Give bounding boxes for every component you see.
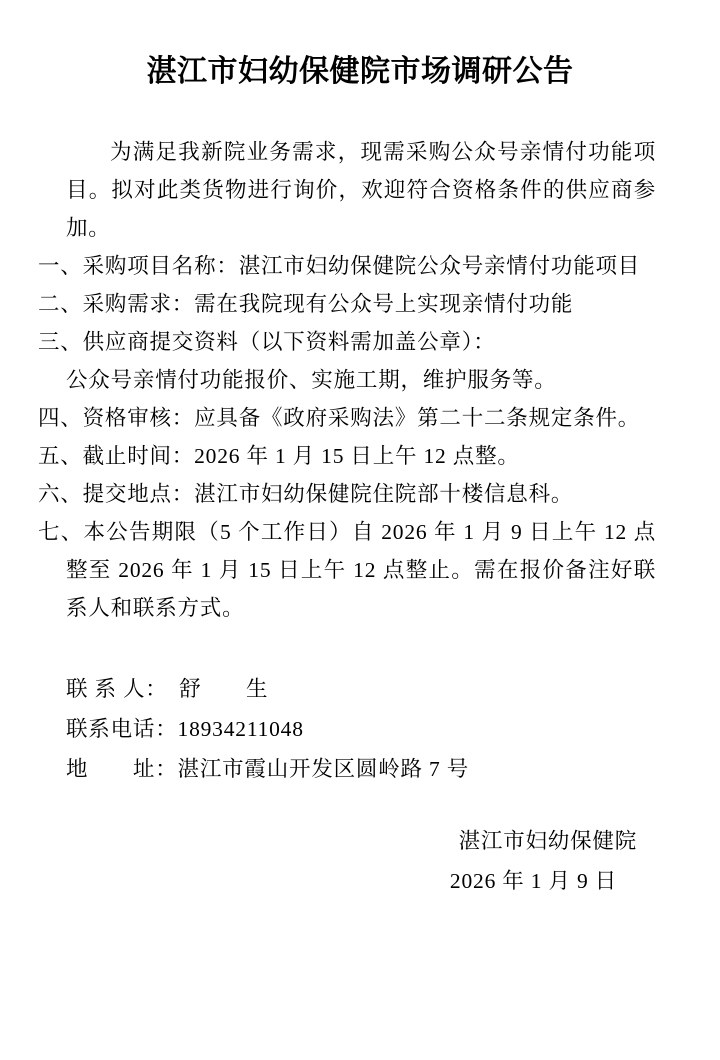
list-item (38, 399, 682, 437)
contact-section (66, 669, 656, 789)
contact-address-row (66, 749, 656, 789)
contact-person-label: 联 系 人： (66, 677, 157, 701)
intro-paragraph: 为满足我新院业务需求，现需采购公众号亲情付功能项目。拟对此类货物进行询价，欢迎符合资格条件的供应商参加。 (66, 140, 656, 240)
list-item (38, 513, 656, 627)
contact-phone-row (66, 709, 656, 749)
contact-person-row (66, 669, 656, 709)
item-number: 五、 (38, 444, 83, 468)
item-text: 提交地点：湛江市妇幼保健院住院部十楼信息科。 (82, 482, 574, 506)
contact-phone-label: 联系电话： (66, 717, 178, 741)
issue-date: 2026 年 1 月 9 日 (449, 869, 617, 893)
document-title: 湛江市妇幼保健院市场调研公告 (146, 55, 574, 88)
signature-section (66, 821, 656, 901)
item-number: 六、 (38, 482, 83, 506)
list-item (38, 475, 656, 513)
item-text: 供应商提交资料（以下资料需加盖公章）： (82, 330, 496, 354)
item-number: 二、 (38, 292, 83, 316)
item-number: 四、 (38, 406, 83, 430)
issuer-name: 湛江市妇幼保健院 (458, 829, 637, 853)
contact-phone-value: 18934211048 (177, 717, 304, 741)
list-item (38, 247, 656, 285)
item-number: 一、 (38, 254, 83, 278)
document-body (38, 133, 656, 627)
item-text: 采购项目名称：湛江市妇幼保健院公众号亲情付功能项目 (82, 254, 641, 278)
list-item (38, 285, 656, 323)
list-item (38, 323, 656, 361)
list-item (38, 437, 656, 475)
contact-person-value: 舒 生 (156, 677, 269, 701)
contact-address-label: 地 址： (66, 757, 178, 781)
contact-address-value: 湛江市霞山开发区圆岭路 7 号 (177, 757, 470, 781)
item-text: 本公告期限（5 个工作日）自 2026 年 1 月 9 日上午 12 点整至 2026 年 1 月 15 日上午 12 点整止。需在报价备注好联系人和联系方式。 (66, 520, 656, 620)
item-number: 三、 (38, 330, 83, 354)
item-number: 七、 (38, 520, 84, 544)
item-text: 截止时间：2026 年 1 月 15 日上午 12 点整。 (82, 444, 520, 468)
item-text: 采购需求：需在我院现有公众号上实现亲情付功能 (82, 292, 574, 316)
item-text: 资格审核：应具备《政府采购法》第二十二条规定条件。 (82, 406, 641, 430)
item-sub-text: 公众号亲情付功能报价、实施工期，维护服务等。 (66, 368, 557, 392)
